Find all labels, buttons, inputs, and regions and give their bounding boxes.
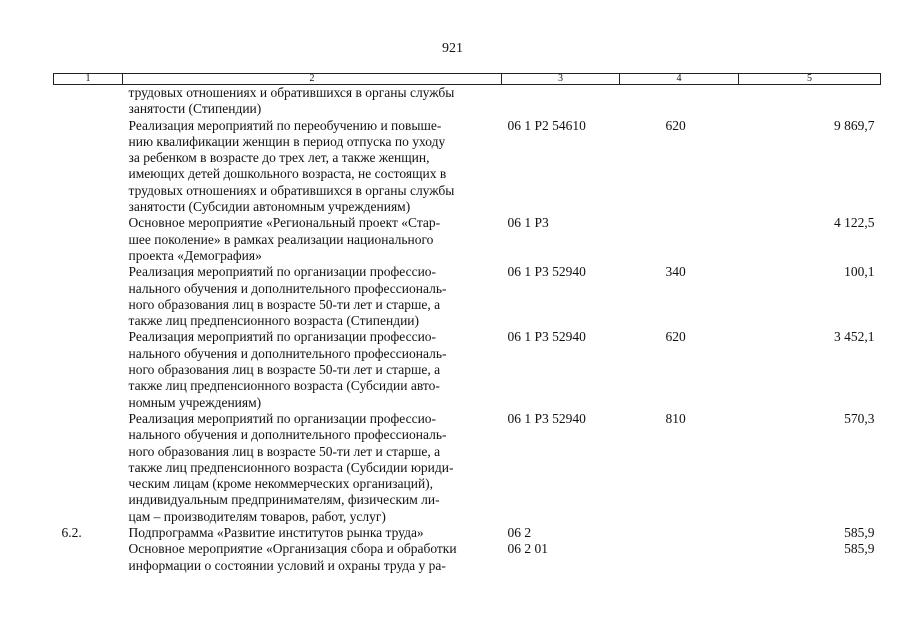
row-name-line: шее поколение» в рамках реализации национального xyxy=(128,231,434,247)
row-name-line: также лиц предпенсионного возраста (Субсидии авто- xyxy=(128,378,440,394)
row-number xyxy=(54,85,123,118)
row-name-line: имеющих детей дошкольного возраста, не состоящих в xyxy=(128,166,447,182)
row-amount: 585,9 xyxy=(844,541,875,557)
row-name-line: нального обучения и дополнительного профессиональ- xyxy=(128,427,447,443)
row-expense-type: 620 xyxy=(665,117,686,133)
row-name xyxy=(123,541,502,574)
row-name-line: нального обучения и дополнительного профессиональ- xyxy=(128,345,447,361)
row-expense-type: 810 xyxy=(665,410,686,426)
row-code: 06 2 01 xyxy=(507,541,548,557)
table-body xyxy=(54,85,881,574)
budget-table xyxy=(53,73,881,574)
row-code: 06 1 P3 52940 xyxy=(507,264,586,280)
row-expense-type xyxy=(620,541,739,574)
row-number xyxy=(54,329,123,410)
page-number: 921 xyxy=(442,41,463,56)
row-name-line: также лиц предпенсионного возраста (Субсидии юриди- xyxy=(128,459,454,475)
row-amount: 3 452,1 xyxy=(834,329,875,345)
row-expense-type: 340 xyxy=(665,264,686,280)
row-code: 06 1 P3 xyxy=(507,215,549,231)
header-row xyxy=(54,74,881,85)
row-code: 06 1 P2 54610 xyxy=(507,117,586,133)
row-name-line: нального обучения и дополнительного профессиональ- xyxy=(128,280,447,296)
row-number xyxy=(54,264,123,329)
row-name-line: Подпрограмма «Развитие институтов рынка труда» xyxy=(128,525,424,541)
row-expense-type xyxy=(620,85,739,118)
row-name-line: Реализация мероприятий по организации профессио- xyxy=(128,264,437,280)
row-code: 06 2 xyxy=(507,525,532,541)
row-number xyxy=(54,118,123,216)
table-row xyxy=(54,541,881,574)
table-row xyxy=(54,118,881,216)
row-amount: 585,9 xyxy=(844,525,875,541)
row-name-line: занятости (Стипендии) xyxy=(128,101,262,117)
row-name-line: Реализация мероприятий по переобучению и повыше- xyxy=(128,117,442,133)
row-name-line: нию квалификации женщин в период отпуска по уходу xyxy=(128,133,446,149)
row-name-line: занятости (Субсидии автономным учреждениям) xyxy=(128,199,411,215)
table-row xyxy=(54,329,881,410)
table-row xyxy=(54,85,881,118)
header-col-5: 5 xyxy=(739,74,881,85)
row-name xyxy=(123,525,502,541)
table-header xyxy=(54,74,881,85)
row-code: 06 1 P3 52940 xyxy=(507,329,586,345)
row-amount: 100,1 xyxy=(844,264,875,280)
row-name-line: номным учреждениям) xyxy=(128,394,262,410)
row-expense-type xyxy=(620,525,739,541)
row-name-line: ного образования лиц в возрасте 50-ти лет и старше, а xyxy=(128,296,441,312)
table-row xyxy=(54,215,881,264)
header-col-4: 4 xyxy=(620,74,739,85)
row-number: 6.2. xyxy=(61,525,82,541)
row-name-line: ного образования лиц в возрасте 50-ти лет и старше, а xyxy=(128,362,441,378)
row-name-line: информации о состоянии условий и охраны труда у ра- xyxy=(128,557,446,573)
row-name xyxy=(123,118,502,216)
row-name-line: ного образования лиц в возрасте 50-ти лет и старше, а xyxy=(128,443,441,459)
row-name-line: индивидуальным предпринимателям, физическим ли- xyxy=(128,492,440,508)
row-code xyxy=(502,85,620,118)
row-name xyxy=(123,411,502,525)
table-row xyxy=(54,525,881,541)
row-name xyxy=(123,264,502,329)
row-name-line: цам – производителям товаров, работ, услуг) xyxy=(128,508,386,524)
row-name-line: Основное мероприятие «Региональный проект «Стар- xyxy=(128,215,441,231)
row-name-line: трудовых отношениях и обратившихся в органы службы xyxy=(128,85,455,100)
row-name-line: Реализация мероприятий по организации профессио- xyxy=(128,410,437,426)
row-amount: 570,3 xyxy=(844,410,875,426)
table-row xyxy=(54,264,881,329)
row-name-line: Реализация мероприятий по организации профессио- xyxy=(128,329,437,345)
row-amount: 4 122,5 xyxy=(834,215,875,231)
header-col-2: 2 xyxy=(123,74,502,85)
row-number xyxy=(54,411,123,525)
row-number xyxy=(54,541,123,574)
row-name xyxy=(123,215,502,264)
row-expense-type: 620 xyxy=(665,329,686,345)
header-col-3: 3 xyxy=(502,74,620,85)
row-name xyxy=(123,329,502,410)
row-name-line: ческим лицам (кроме некоммерческих организаций), xyxy=(128,476,434,492)
row-name xyxy=(123,85,502,118)
row-name-line: трудовых отношениях и обратившихся в органы службы xyxy=(128,182,455,198)
table-row xyxy=(54,411,881,525)
row-amount: 9 869,7 xyxy=(834,117,875,133)
row-expense-type xyxy=(620,215,739,264)
row-name-line: за ребенком в возрасте до трех лет, а также женщин, xyxy=(128,150,430,166)
header-col-1: 1 xyxy=(54,74,123,85)
row-name-line: проекта «Демография» xyxy=(128,247,262,263)
row-amount xyxy=(739,85,881,118)
row-code: 06 1 P3 52940 xyxy=(507,410,586,426)
row-number xyxy=(54,215,123,264)
row-name-line: Основное мероприятие «Организация сбора и обработки xyxy=(128,541,457,557)
row-name-line: также лиц предпенсионного возраста (Стипендии) xyxy=(128,313,420,329)
